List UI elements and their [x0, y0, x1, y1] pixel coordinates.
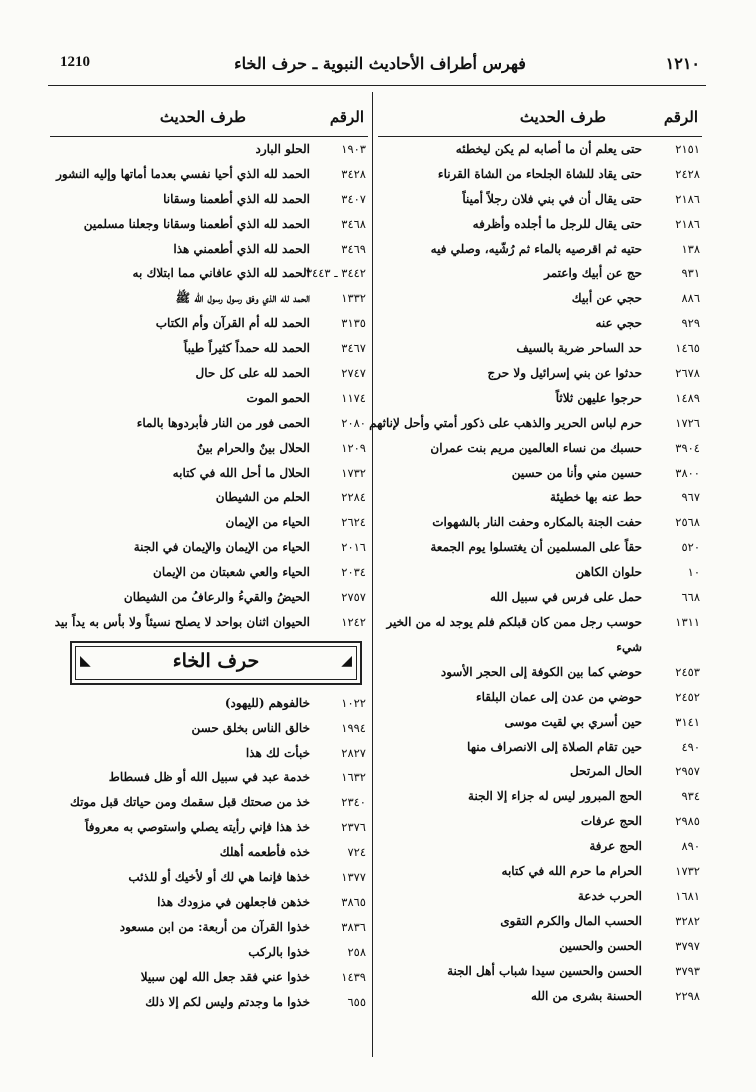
hadith-opening: الحمد لله الذي أحيا نفسي بعدما أماتها وإليه النشور: [56, 166, 310, 181]
hadith-number: ٩٣٤: [681, 789, 700, 804]
hadith-opening: حسين مني وأنا من حسين: [511, 465, 642, 480]
hadith-number: ٢٢٩٨: [675, 988, 700, 1003]
hadith-opening: الحج المبرور ليس له جزاء إلا الجنة: [468, 789, 642, 804]
column-header: [378, 96, 702, 137]
header-rule: [48, 85, 706, 86]
hadith-number: ٢٨٢٧: [341, 745, 366, 760]
hadith-opening: حجي عنه: [595, 316, 642, 331]
index-row: [378, 685, 702, 710]
hadith-opening: خذوا بالركب: [248, 944, 310, 959]
hadith-number: ١٤٦٥: [675, 341, 700, 356]
hadith-opening: الحمد لله على كل حال: [195, 366, 310, 381]
hadith-opening: الحرب خدعة: [577, 888, 642, 903]
hadith-opening: خذهن فاجعلهن في مزودك هذا: [157, 894, 310, 909]
hadith-number: ٢٩٨٥: [675, 814, 700, 829]
hadith-opening: خذوا عني فقد جعل الله لهن سبيلا: [140, 969, 310, 984]
index-row: [378, 187, 702, 212]
index-row: [50, 560, 368, 585]
hadith-number: ٢٧٥٧: [341, 590, 366, 605]
hadith-number: ٣٤٤٢ ـ ٣٤٤٣: [305, 266, 366, 281]
hadith-opening: الحج عرفة: [589, 839, 642, 854]
hadith-opening: الحياء والعي شعبتان من الإيمان: [153, 565, 310, 580]
hadith-opening: خذه فأطعمه أهلك: [219, 845, 310, 860]
index-row: [378, 909, 702, 934]
hadith-opening: حرم لباس الحرير والذهب على ذكور أمتي وأحل لإناثهم: [369, 415, 642, 430]
hadith-opening: حقاً على المسلمين أن يغتسلوا يوم الجمعة: [430, 540, 642, 555]
hadith-opening: الحيوان اثنان بواحد لا يصلح نسيئاً ولا بأس به يداً بيد: [54, 614, 310, 629]
index-row: [50, 915, 368, 940]
index-row: [50, 741, 368, 766]
index-row: [50, 535, 368, 560]
index-row: [50, 510, 368, 535]
hadith-opening: الحمد لله حمداً كثيراً طيباً: [183, 341, 310, 356]
hadith-number: ٢٢٨٤: [341, 490, 366, 505]
hadith-opening: خبأت لك هذا: [245, 745, 310, 760]
hadith-number: ٣٤٠٧: [341, 191, 366, 206]
hadith-number: ٩٣١: [681, 266, 700, 281]
hadith-opening: خذ هذا فإني رأيته يصلي واستوصي به معروفاً: [85, 820, 310, 835]
hadith-number: ٦٥٥: [347, 994, 366, 1009]
hadith-number: ١٧٢٦: [675, 415, 700, 430]
hadith-opening: حوسب رجل ممن كان قبلكم فلم يوجد له من الخير شيء: [386, 614, 642, 654]
column-header: [50, 96, 368, 137]
index-row: [378, 934, 702, 959]
index-row: [50, 940, 368, 965]
hadith-number: ١٩٠٣: [341, 142, 366, 156]
left-bottom-rows: [50, 691, 368, 1015]
hadith-number: ٦٦٨: [681, 590, 700, 605]
index-row: [378, 261, 702, 286]
index-row: [378, 809, 702, 834]
index-row: [50, 765, 368, 790]
index-row: [50, 890, 368, 915]
index-row: [50, 411, 368, 436]
hadith-number: ١١٧٤: [341, 390, 366, 405]
hadith-number: ٣٨٣٦: [341, 919, 366, 934]
index-row: [378, 560, 702, 585]
hadith-opening: الحمد لله الذي أطعمني هذا: [173, 241, 310, 256]
page-number-arabic: ١٢١٠: [665, 56, 700, 73]
index-row: [50, 386, 368, 411]
hadith-number: ٣٤٦٨: [341, 216, 366, 231]
hadith-opening: الحال المرتحل: [569, 764, 642, 779]
hadith-opening: حتى يقاد للشاة الجلحاء من الشاة القرناء: [437, 166, 642, 181]
index-row: [50, 336, 368, 361]
hadith-opening: حتى يعلم أن ما أصابه لم يكن ليخطئه: [455, 142, 642, 156]
hadith-number: ١٤٨٩: [675, 390, 700, 405]
hadith-number: ٨٨٦: [681, 291, 700, 306]
hadith-opening: الحلم من الشيطان: [215, 490, 310, 505]
hadith-opening: خذوا ما وجدتم وليس لكم إلا ذلك: [145, 994, 310, 1009]
hadith-number: ٢٠٨٠: [341, 415, 366, 430]
hadith-number: ٩٦٧: [681, 490, 700, 505]
hadith-number: ١٧٣٢: [675, 864, 700, 879]
hadith-opening: حمل على فرس في سبيل الله: [490, 590, 642, 605]
index-row: [50, 237, 368, 262]
hadith-opening: حد الساحر ضربة بالسيف: [516, 341, 642, 356]
index-row: [378, 237, 702, 262]
index-row: [378, 859, 702, 884]
hadith-opening: الحسن والحسين: [559, 938, 642, 953]
right-rows: [369, 137, 702, 1008]
hadith-opening: خدمة عبد في سبيل الله أو ظل فسطاط: [108, 770, 310, 785]
index-row: [378, 436, 702, 461]
hadith-opening: حين أسري بي لقيت موسى: [504, 714, 642, 729]
hadith-opening: الحرام ما حرم الله في كتابه: [501, 864, 642, 879]
index-row: [378, 386, 702, 411]
number-column-label: الرقم: [663, 108, 698, 126]
hadith-number: ٣٤٢٨: [341, 166, 366, 181]
hadith-opening: الحلو البارد: [255, 142, 310, 156]
hadith-opening: الحمد لله الذي وفق رسول رسول الله ﷺ: [175, 291, 310, 306]
index-row: [50, 610, 368, 635]
index-row: [50, 162, 368, 187]
hadith-opening: الحمد لله الذي أطعمنا وسقانا وجعلنا مسلمين: [83, 216, 310, 231]
hadith-opening: الحمد لله الذي عافاني مما ابتلاك به: [132, 266, 310, 281]
index-row: [378, 137, 702, 162]
index-row: [50, 815, 368, 840]
index-row: [378, 535, 702, 560]
index-row: [369, 411, 702, 436]
section-title: حرف الخاء: [172, 649, 260, 672]
hadith-number: ٢٣٧٦: [341, 820, 366, 835]
ornament-icon: ◣: [80, 652, 91, 669]
hadith-number: ٣٤٦٩: [341, 241, 366, 256]
index-row: [50, 691, 368, 716]
index-row: [378, 336, 702, 361]
hadith-opening: الحمد لله أم القرآن وأم الكتاب: [155, 316, 310, 331]
page-title: فهرس أطراف الأحاديث النبوية ـ حرف الخاء: [234, 54, 526, 73]
hadith-opening: الحج عرفات: [580, 814, 642, 829]
hadith-number: ١٣٨: [681, 241, 700, 256]
hadith-number: ١٦٨١: [675, 888, 700, 903]
hadith-number: ٧٢٤: [347, 845, 366, 860]
number-column-label: الرقم: [329, 108, 364, 126]
index-row: [378, 162, 702, 187]
hadith-opening: حتيه ثم اقرصيه بالماء ثم رُشّيه، وصلي فيه: [430, 241, 642, 256]
hadith-opening: الحمى فور من النار فأبردوها بالماء: [136, 415, 310, 430]
hadith-number: ٣١٣٥: [341, 316, 366, 331]
index-row: [378, 610, 702, 660]
hadith-number: ١٤٣٩: [341, 969, 366, 984]
right-column: [369, 96, 702, 1008]
hadith-opening: حفت الجنة بالمكاره وحفت النار بالشهوات: [432, 515, 642, 530]
page-number-latin: 1210: [60, 54, 90, 70]
hadith-number: ٢٥٨: [347, 944, 366, 959]
hadith-number: ٢٥٦٨: [675, 515, 700, 530]
index-row: [50, 461, 368, 486]
hadith-number: ٢٠٣٤: [341, 565, 366, 580]
index-row: [50, 137, 368, 162]
hadith-opening: الحسن والحسين سيدا شباب أهل الجنة: [447, 963, 642, 978]
hadith-opening: خذها فإنما هي لك أو لأخيك أو للذئب: [128, 870, 310, 885]
hadith-number: ١٩٩٤: [341, 720, 366, 735]
column-divider: [372, 92, 373, 1057]
hadith-number: ٣٨٠٠: [675, 465, 700, 480]
hadith-number: ٢٧٤٧: [341, 366, 366, 381]
index-row: [378, 361, 702, 386]
hadith-number: ٣٤٦٧: [341, 341, 366, 356]
hadith-number: ٣٢٨٢: [675, 913, 700, 928]
section-heading-box: [70, 641, 362, 685]
index-row: [378, 461, 702, 486]
hadith-opening: خالق الناس بخلق حسن: [191, 720, 310, 735]
index-row: [378, 311, 702, 336]
hadith-opening: الحياء من الإيمان: [225, 515, 310, 530]
hadith-number: ٢١٨٦: [675, 216, 700, 231]
hadith-opening: خالفوهم (لليهود): [224, 695, 310, 710]
hadith-number: ٢٦٢٤: [341, 515, 366, 530]
index-row: [50, 990, 368, 1015]
hadith-number: ٢١٨٦: [675, 191, 700, 206]
hadith-number: ٢٩٥٧: [675, 764, 700, 779]
index-row: [50, 261, 368, 286]
hadith-opening: الحمد لله الذي أطعمنا وسقانا: [163, 191, 310, 206]
index-row: [378, 510, 702, 535]
index-row: [50, 865, 368, 890]
hadith-opening: حجي عن أبيك: [571, 291, 642, 306]
index-row: [50, 716, 368, 741]
index-row: [378, 884, 702, 909]
hadith-opening: حرجوا عليهن ثلاثاً: [555, 390, 642, 405]
hadith-number: ٢١٥١: [675, 142, 700, 156]
hadith-opening: خذ من صحتك قبل سقمك ومن حياتك قبل موتك: [69, 795, 310, 810]
index-row: [50, 840, 368, 865]
hadith-opening: الحياء من الإيمان والإيمان في الجنة: [133, 540, 310, 555]
index-row: [50, 187, 368, 212]
hadith-opening: خذوا القرآن من أربعة: من ابن مسعود: [119, 919, 310, 934]
hadith-number: ٢٣٤٠: [341, 795, 366, 810]
index-row: [378, 759, 702, 784]
left-top-rows: [50, 137, 368, 635]
hadith-number: ٣١٤١: [675, 714, 700, 729]
index-row: [50, 485, 368, 510]
index-row: [50, 436, 368, 461]
hadith-number: ١٠٢٢: [341, 695, 366, 710]
index-row: [50, 286, 368, 311]
hadith-number: ٢٤٥٣: [675, 664, 700, 679]
hadith-number: ١٦٣٢: [341, 770, 366, 785]
hadith-number: ٢٤٢٨: [675, 166, 700, 181]
hadith-number: ٨٩٠: [681, 839, 700, 854]
index-row: [378, 660, 702, 685]
hadith-opening: حين تقام الصلاة إلى الانصراف منها: [467, 739, 642, 754]
hadith-opening: حلوان الكاهن: [575, 565, 642, 580]
index-row: [50, 585, 368, 610]
index-row: [378, 784, 702, 809]
hadith-opening: الحلال بينٌ والحرام بينٌ: [196, 440, 310, 455]
index-row: [378, 585, 702, 610]
index-row: [50, 311, 368, 336]
hadith-number: ٣٨٦٥: [341, 894, 366, 909]
index-row: [378, 212, 702, 237]
hadith-number: ٢٤٥٢: [675, 689, 700, 704]
index-row: [50, 361, 368, 386]
hadith-number: ١٧٣٢: [341, 465, 366, 480]
hadith-opening: حوضي كما بين الكوفة إلى الحجر الأسود: [440, 664, 642, 679]
hadith-number: ٩٢٩: [681, 316, 700, 331]
hadith-number: ٣٧٩٧: [675, 938, 700, 953]
hadith-opening: الحمو الموت: [246, 390, 310, 405]
ornament-icon: ◢: [341, 652, 352, 669]
hadith-opening: حط عنه بها خطيئة: [549, 490, 642, 505]
hadith-opening: الحلال ما أحل الله في كتابه: [172, 465, 310, 480]
index-row: [378, 710, 702, 735]
hadith-number: ٣٧٩٣: [675, 963, 700, 978]
index-row: [50, 790, 368, 815]
hadith-number: ٥٢٠: [681, 540, 700, 555]
hadith-number: ١٣١١: [675, 614, 700, 629]
index-row: [378, 286, 702, 311]
hadith-number: ٢٠١٦: [341, 540, 366, 555]
hadith-number: ١٣٧٧: [341, 870, 366, 885]
hadith-number: ١٢٠٩: [341, 440, 366, 455]
hadith-number: ٢٦٧٨: [675, 366, 700, 381]
hadith-number: ٤٩٠: [681, 739, 700, 754]
hadith-number: ١٠: [687, 565, 700, 580]
index-row: [50, 965, 368, 990]
hadith-column-label: طرف الحديث: [519, 108, 606, 126]
page-header: [60, 54, 700, 80]
hadith-opening: حتى يقال أن في بني فلان رجلاً أميناً: [462, 191, 642, 206]
index-row: [378, 485, 702, 510]
hadith-opening: حسبك من نساء العالمين مريم بنت عمران: [430, 440, 642, 455]
hadith-opening: الحسنة بشرى من الله: [530, 988, 642, 1003]
hadith-number: ١٣٣٢: [341, 291, 366, 306]
hadith-opening: حج عن أبيك واعتمر: [544, 266, 642, 281]
hadith-opening: حتى يقال للرجل ما أجلده وأظرفه: [472, 216, 642, 231]
index-row: [378, 834, 702, 859]
hadith-opening: حوضي من عدن إلى عمان البلقاء: [475, 689, 642, 704]
left-column: [50, 96, 368, 1014]
index-row: [378, 984, 702, 1009]
hadith-opening: الحسب المال والكرم التقوى: [500, 913, 642, 928]
hadith-column-label: طرف الحديث: [159, 108, 246, 126]
index-row: [50, 212, 368, 237]
hadith-number: ٣٩٠٤: [675, 440, 700, 455]
index-row: [378, 959, 702, 984]
hadith-opening: حدثوا عن بني إسرائيل ولا حرج: [487, 366, 642, 381]
hadith-number: ١٢٤٢: [341, 614, 366, 629]
hadith-opening: الحيضُ والقيءُ والرعافُ من الشيطان: [123, 590, 310, 605]
index-row: [378, 735, 702, 760]
